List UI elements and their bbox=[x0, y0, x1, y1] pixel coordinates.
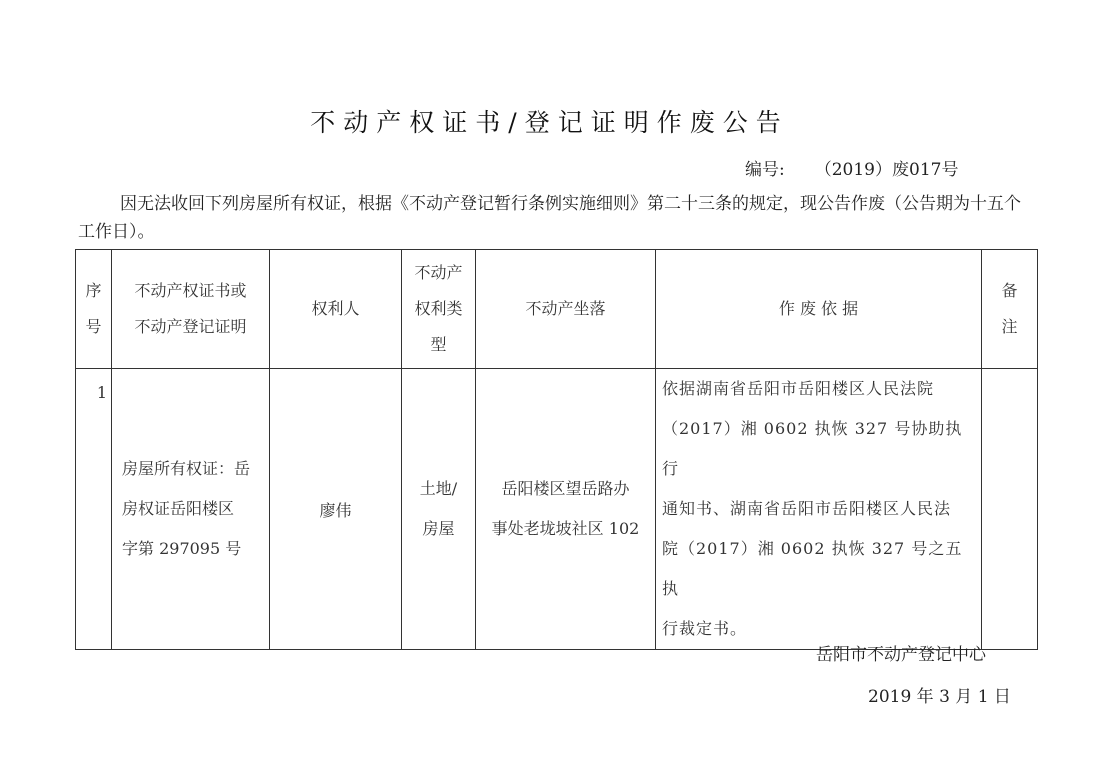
row-cert-line: 字第 297095 号 bbox=[122, 539, 242, 558]
row-basis-line: 院（2017）湘 0602 执恢 327 号之五执 bbox=[662, 539, 963, 598]
page-title: 不动产权证书/登记证明作废公告 bbox=[310, 108, 789, 137]
row-seq: 1 bbox=[76, 369, 112, 650]
row-type bbox=[402, 369, 476, 650]
row-holder: 廖伟 bbox=[270, 369, 402, 650]
row-basis-line: （2017）湘 0602 执恢 327 号协助执行 bbox=[662, 419, 963, 478]
header-basis: 作 废 依 据 bbox=[656, 250, 982, 369]
header-type-line: 权利类 bbox=[414, 299, 463, 318]
issuer: 岳阳市不动产登记中心 bbox=[816, 645, 986, 665]
header-remark-line: 注 bbox=[1001, 317, 1018, 336]
document-number-label: 编号: bbox=[745, 160, 785, 180]
header-seq-line: 号 bbox=[85, 317, 102, 336]
row-cert-line: 房权证岳阳楼区 bbox=[122, 499, 235, 518]
header-cert bbox=[112, 250, 270, 369]
row-basis-line: 行裁定书。 bbox=[662, 619, 748, 638]
header-type bbox=[402, 250, 476, 369]
row-location-line: 岳阳楼区望岳路办 bbox=[501, 479, 630, 498]
header-remark bbox=[982, 250, 1038, 369]
header-seq-line: 序 bbox=[85, 281, 102, 300]
row-location-line: 事处老垅坡社区 102 bbox=[491, 519, 640, 538]
issue-date: 2019 年 3 月 1 日 bbox=[868, 687, 1011, 707]
header-holder: 权利人 bbox=[270, 250, 402, 369]
row-location bbox=[476, 369, 656, 650]
row-remark bbox=[982, 369, 1038, 650]
table-row bbox=[76, 369, 1038, 650]
header-cert-line: 不动产权证书或 bbox=[134, 281, 247, 300]
row-type-line: 房屋 bbox=[422, 519, 455, 538]
header-seq bbox=[76, 250, 112, 369]
void-notice-table bbox=[75, 249, 1038, 650]
row-cert-line: 房屋所有权证：岳 bbox=[122, 459, 251, 478]
row-basis-line: 通知书、湖南省岳阳市岳阳楼区人民法 bbox=[662, 499, 952, 518]
header-type-line: 不动产 bbox=[414, 263, 463, 282]
row-basis bbox=[656, 369, 982, 650]
row-basis-line: 依据湖南省岳阳市岳阳楼区人民法院 bbox=[662, 379, 935, 398]
document-number-value: （2019）废017号 bbox=[814, 160, 959, 180]
header-type-line: 型 bbox=[430, 335, 447, 354]
table-header-row bbox=[76, 250, 1038, 369]
header-location: 不动产坐落 bbox=[476, 250, 656, 369]
intro-paragraph: 因无法收回下列房屋所有权证，根据《不动产登记暂行条例实施细则》第二十三条的规定，现公告作废（公告期为十五个工作日）。 bbox=[78, 194, 1021, 242]
row-type-line: 土地/ bbox=[419, 479, 458, 498]
header-remark-line: 备 bbox=[1001, 281, 1018, 300]
header-cert-line: 不动产登记证明 bbox=[134, 317, 247, 336]
document-number bbox=[745, 155, 958, 180]
row-cert bbox=[112, 369, 270, 650]
